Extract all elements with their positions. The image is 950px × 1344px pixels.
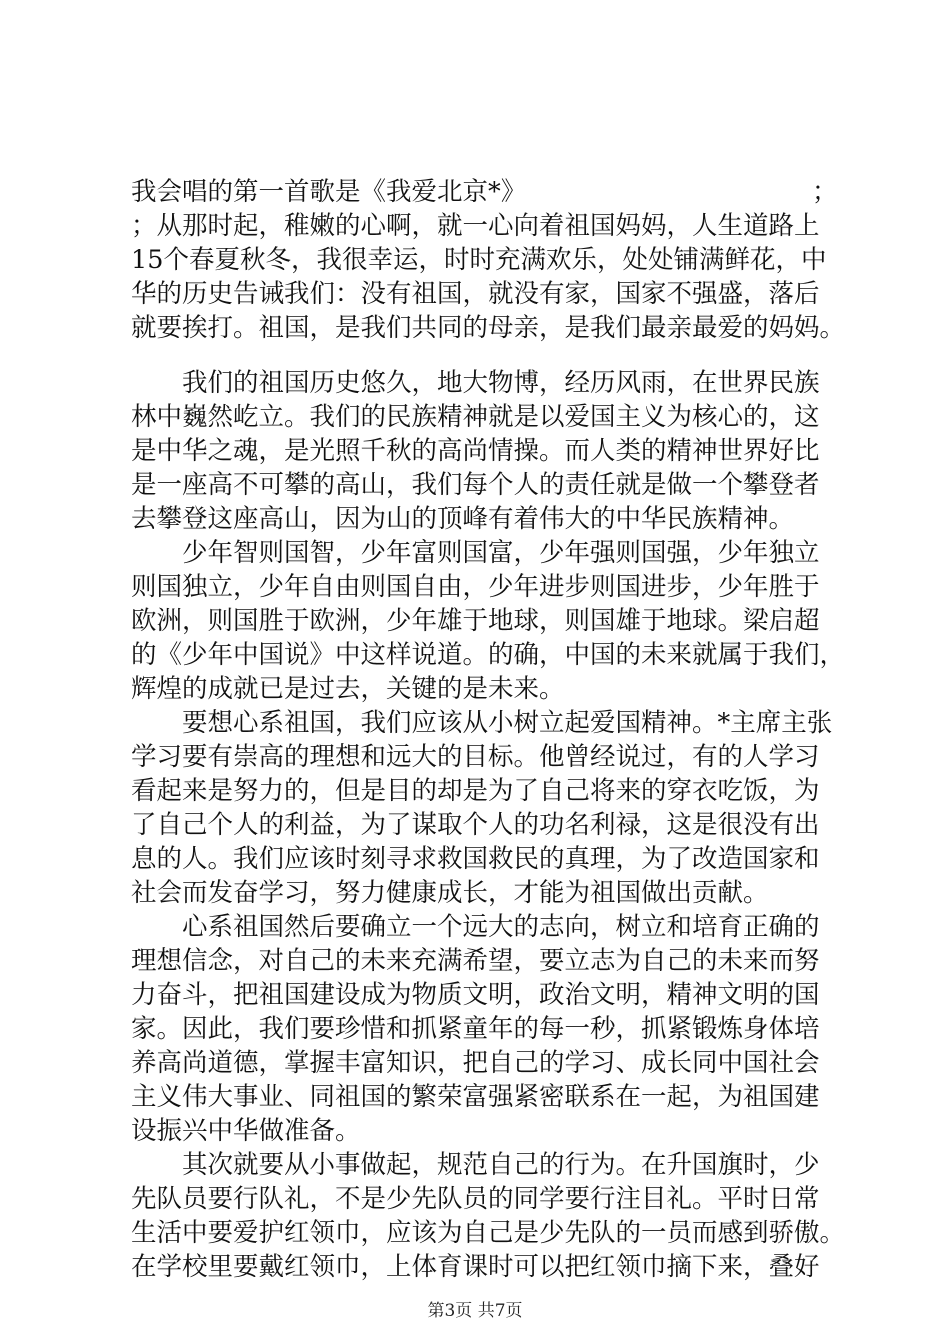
text-line-4: 华的历史告诫我们：没有祖国，就没有家，国家不强盛，落后	[131, 279, 820, 309]
paragraph-line: 辉煌的成就已是过去，关键的是未来。	[131, 674, 565, 704]
paragraph-line: 欧洲，则国胜于欧洲，少年雄于地球，则国雄于地球。梁启超	[131, 606, 820, 636]
paragraph-line: 少年智则国智，少年富则国富，少年强则国强，少年独立	[182, 538, 820, 568]
paragraph-line: 设振兴中华做准备。	[131, 1116, 361, 1146]
page-number-footer: 第3页 共7页	[427, 1301, 523, 1321]
paragraph-line: 林中巍然屹立。我们的民族精神就是以爱国主义为核心的，这	[131, 402, 820, 432]
paragraph-line: 社会而发奋学习，努力健康成长，才能为祖国做出贡献。	[131, 878, 769, 908]
paragraph-line: 则国独立，少年自由则国自由，少年进步则国进步，少年胜于	[131, 572, 820, 602]
text-line-1-tail: ；	[812, 177, 838, 207]
text-line-5: 就要挨打。祖国，是我们共同的母亲，是我们最亲最爱的妈妈。	[131, 313, 846, 343]
paragraph-line: 生活中要爱护红领巾，应该为自己是少先队的一员而感到骄傲。	[131, 1218, 846, 1248]
paragraph-line: 理想信念，对自己的未来充满希望，要立志为自己的未来而努	[131, 946, 820, 976]
paragraph-line: 家。因此，我们要珍惜和抓紧童年的每一秒，抓紧锻炼身体培	[131, 1014, 820, 1044]
paragraph-line: 去攀登这座高山，因为山的顶峰有着伟大的中华民族精神。	[131, 504, 795, 534]
paragraph-line: 的《少年中国说》中这样说道。的确，中国的未来就属于我们，	[131, 640, 846, 670]
paragraph-line: 先队员要行队礼，不是少先队员的同学要行注目礼。平时日常	[131, 1184, 820, 1214]
paragraph-line: 学习要有崇高的理想和远大的目标。他曾经说过，有的人学习	[131, 742, 820, 772]
text-line-1: 我会唱的第一首歌是《我爱北京*》	[131, 177, 527, 207]
paragraph-line: 我们的祖国历史悠久，地大物博，经历风雨，在世界民族	[182, 368, 820, 398]
paragraph-line: 主义伟大事业、同祖国的繁荣富强紧密联系在一起，为祖国建	[131, 1082, 820, 1112]
paragraph-line: 看起来是努力的，但是目的却是为了自己将来的穿衣吃饭，为	[131, 776, 820, 806]
paragraph-line: 了自己个人的利益，为了谋取个人的功名利禄，这是很没有出	[131, 810, 820, 840]
paragraph-line: 要想心系祖国，我们应该从小树立起爱国精神。*主席主张	[182, 708, 833, 738]
paragraph-line: 是一座高不可攀的高山，我们每个人的责任就是做一个攀登者	[131, 470, 820, 500]
text-line-3: 15个春夏秋冬，我很幸运，时时充满欢乐，处处铺满鲜花，中	[131, 245, 827, 275]
paragraph-line: 心系祖国然后要确立一个远大的志向，树立和培育正确的	[182, 912, 820, 942]
paragraph-line: 在学校里要戴红领巾，上体育课时可以把红领巾摘下来，叠好	[131, 1252, 820, 1282]
paragraph-line: 息的人。我们应该时刻寻求救国救民的真理，为了改造国家和	[131, 844, 820, 874]
paragraph-line: 养高尚道德，掌握丰富知识，把自己的学习、成长同中国社会	[131, 1048, 820, 1078]
paragraph-line: 是中华之魂，是光照千秋的高尚情操。而人类的精神世界好比	[131, 436, 820, 466]
text-line-2: ；从那时起，稚嫩的心啊，就一心向着祖国妈妈，人生道路上	[131, 211, 820, 241]
paragraph-line: 其次就要从小事做起，规范自己的行为。在升国旗时，少	[182, 1150, 820, 1180]
paragraph-line: 力奋斗，把祖国建设成为物质文明，政治文明，精神文明的国	[131, 980, 820, 1010]
